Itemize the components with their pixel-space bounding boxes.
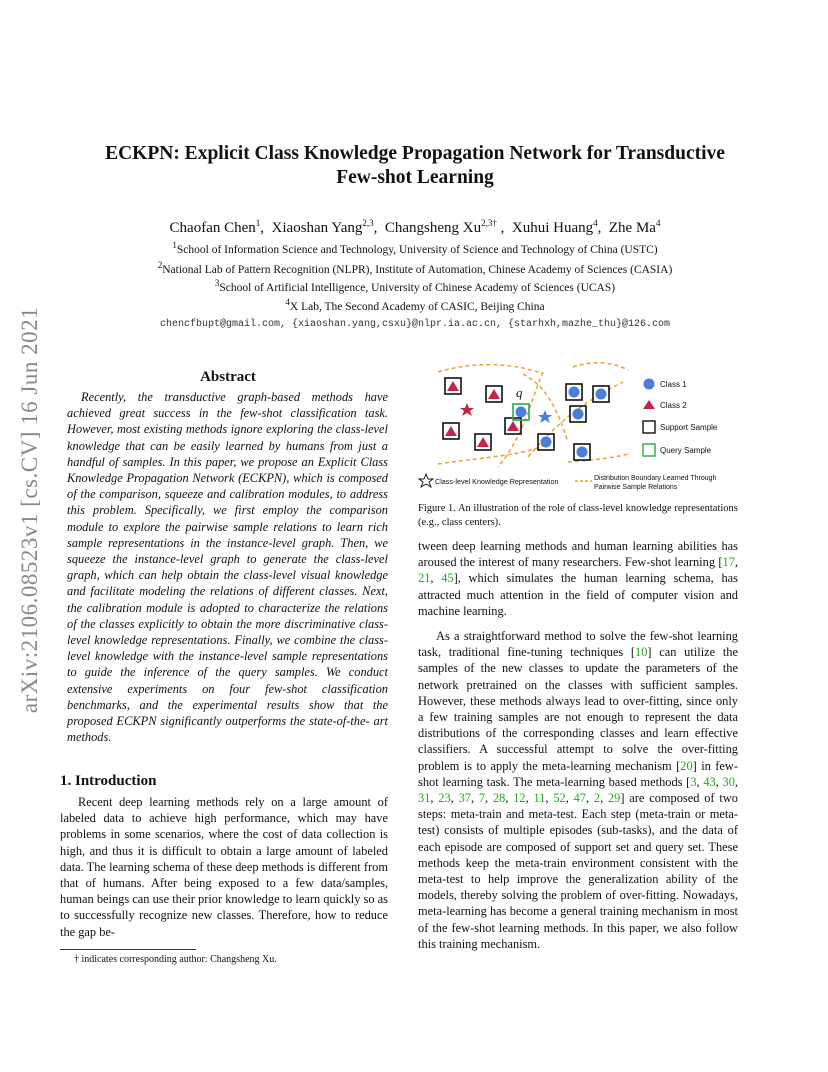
citation[interactable]: 10 — [635, 645, 648, 660]
legend-support-icon — [643, 421, 655, 433]
paragraph: As a straightforward method to solve the few-shot learning task, traditional fine-tuning techniques [10] can utilize the samples of the new classes to update the parameters of the network pretrained on the classes with sufficient samples. However, these methods always lead to over-fitting, since only a few training samples are not enough to represent the data distributions of the corresponding classes and learn effective classifiers. A successful attempt to solve the over-fitting problem is to apply the meta-learning mechanism [20] in few-shot learning task. The meta-learning based methods [3, 43, 30, 31, 23, 37, 7, 28, 12, 11, 52, 47, 2, 29] are composed of two steps: meta-train and meta-test. Each step (meta-train or meta-test) consists of multiple episodes (sub-tasks), and the data of each episode are composed of support set and query set. These methods keep the meta-train environment consistent with the meta-test to help improve the generalization ability of the models, thereby solving the problem of over-fitting. Nowadays, meta-learning has become a general training mechanism in most of the few-shot learning methods. In this paper, we also follow this training mechanism. — [418, 629, 738, 951]
citation[interactable]: 7 — [478, 791, 486, 806]
legend-class-rep-label: Class-level Knowledge Representation — [435, 477, 559, 486]
citation[interactable]: 20 — [680, 758, 693, 773]
class1-center-star — [538, 410, 552, 423]
citation[interactable]: 30 — [722, 774, 735, 789]
citation[interactable]: 11 — [533, 791, 546, 806]
citation[interactable]: 31 — [418, 791, 431, 806]
legend-class2-icon — [643, 400, 655, 409]
legend-query-icon — [643, 444, 655, 456]
author-list: Chaofan Chen$^1$, Xiaoshan Yang$^{2,3}$, Changsheng $Xu^{2,3\dagger}$ , Xuhui Huang$^4$, Zhe Ma$^4$ — [169, 218, 661, 236]
citation[interactable]: 37 — [458, 791, 471, 806]
citation[interactable]: 29 — [607, 791, 621, 806]
author: Changsheng Xu — [384, 220, 482, 236]
affiliation: $^1$School of Information Science and Technology, University of Science and Technology of China (USTC) — [172, 240, 658, 256]
legend-class1-label: Class 1 — [660, 380, 687, 389]
figure-1 — [418, 362, 748, 497]
author: Zhe Ma — [608, 220, 656, 236]
affiliation: $^3$School of Artificial Intelligence, University of Chinese Academy of Sciences (UCAS) — [214, 278, 616, 294]
affiliation: $^4$X Lab, The Second Academy of CASIC, Beijing China — [285, 297, 545, 313]
class1-support-sample — [574, 444, 590, 460]
footnote: † indicates corresponding author: Changsheng Xu. — [74, 954, 277, 965]
class2-center-star — [460, 403, 474, 416]
intro-right-column — [418, 538, 738, 952]
author: Xuhui Huang — [511, 220, 594, 236]
citation[interactable]: 17 — [722, 555, 735, 570]
legend-class1-icon — [644, 379, 655, 390]
intro-left-column: Recent deep learning methods rely on a large amount of labeled data to achieve high performance, which may have problems in some scenarios, where the cost of data collection is high, and thus it is difficult to obtain a large amount of labeled data. The learning schema of these deep methods is different from that of humans. After being exposed to a few data/samples, human beings can use their prior knowledge to learn quickly so as to successfully recognize new classes. Therefore, how to reduce the gap be- — [60, 795, 388, 939]
citation[interactable]: 3 — [690, 774, 697, 789]
abstract-body: Recently, the transductive graph-based methods have achieved great success in the few-shot classification task. However, most existing methods ignore exploring the class-level knowledge that can be easily learned by humans from just a handful of samples. In this paper, we propose an Explicit Class Knowledge Propagation Network (ECKPN), which is composed of the comparison, squeeze and calibration modules, to address this problem. Specifically, we first employ the comparison module to explore the pairwise sample relations to learn rich sample representations in the instance-level graph. Then, we squeeze the instance-level graph to generate the class-level graph, which can help obtain the class-level visual knowledge and facilitate modeling the relations of different classes. Next, the calibration module is adopted to characterize the relations of the classes explicitly to obtain the more discriminative class-level knowledge representations. Finally, we combine the class-level knowledge with the instance-level sample representations to guide the inference of the query samples. We conduct extensive experiments on four few-shot classification benchmarks, and the experimental results show that the proposed ECKPN significantly outperforms the state-of-the- art methods. — [67, 390, 388, 745]
legend-class-rep-icon — [419, 474, 433, 487]
author: Xiaoshan Yang — [271, 220, 363, 236]
legend-boundary-label-2: Pairwise Sample Relations — [594, 484, 678, 491]
class1-support-sample — [570, 406, 586, 422]
citation[interactable]: 52 — [553, 791, 566, 806]
class1-support-sample — [566, 384, 582, 400]
citation[interactable]: 21 — [418, 571, 431, 586]
citation[interactable]: 45 — [441, 571, 454, 586]
citation[interactable]: 23 — [438, 791, 451, 806]
citation[interactable]: 47 — [573, 791, 586, 806]
section-heading: 1. Introduction — [60, 773, 157, 789]
class2-support-sample — [443, 423, 459, 439]
citation[interactable]: 28 — [492, 791, 506, 806]
class1-support-sample — [538, 434, 554, 450]
abstract-heading: Abstract — [200, 369, 256, 385]
paragraph: tween deep learning methods and human learning abilities has aroused the interest of many researchers. Few-shot learning [17, 21, 45], which simulates the human learning schema, has attracted much attention in the field of computer vision and machine learning. — [418, 539, 738, 618]
legend-boundary-label: Distribution Boundary Learned Through — [594, 475, 717, 482]
class2-support-sample — [475, 434, 491, 450]
citation[interactable]: 12 — [513, 791, 526, 806]
query-label: q — [516, 385, 523, 400]
class1-support-sample — [593, 386, 609, 402]
class2-support-sample — [445, 378, 461, 394]
arxiv-stamp: arXiv:2106.08523v1 [cs.CV] 16 Jun 2021 — [17, 306, 42, 714]
citation[interactable]: 2 — [593, 791, 601, 806]
author: Chaofan Chen — [169, 220, 256, 236]
legend-query-label: Query Sample — [660, 446, 712, 455]
boundary-line — [573, 363, 628, 370]
affiliation: $^2$National Lab of Pattern Recognition (NLPR), Institute of Automation, Chinese Academy of Sciences (CASIA) — [157, 260, 673, 276]
citation-list: 3, 43, 30, 31, 23, 37, 7, 28, 12, 11, 52, 47, 2, 29 — [418, 774, 738, 806]
author-emails: chencfbupt@gmail.com, {xiaoshan.yang,csxu}@nlpr.ia.ac.cn, {starhxh,mazhe_thu}@126.com — [159, 319, 671, 330]
class2-support-sample — [486, 386, 502, 402]
footnote-divider — [60, 949, 196, 950]
legend-support-label: Support Sample — [660, 423, 718, 432]
boundary-line — [438, 365, 543, 374]
figure-caption: Figure 1. An illustration of the role of class-level knowledge representations (e.g., class centers). — [418, 503, 738, 528]
legend-class2-label: Class 2 — [660, 401, 687, 410]
citation[interactable]: 43 — [703, 774, 716, 789]
paper-title: ECKPN: Explicit Class Knowledge Propagation Network for Transductive Few-shot Learning — [105, 143, 725, 188]
